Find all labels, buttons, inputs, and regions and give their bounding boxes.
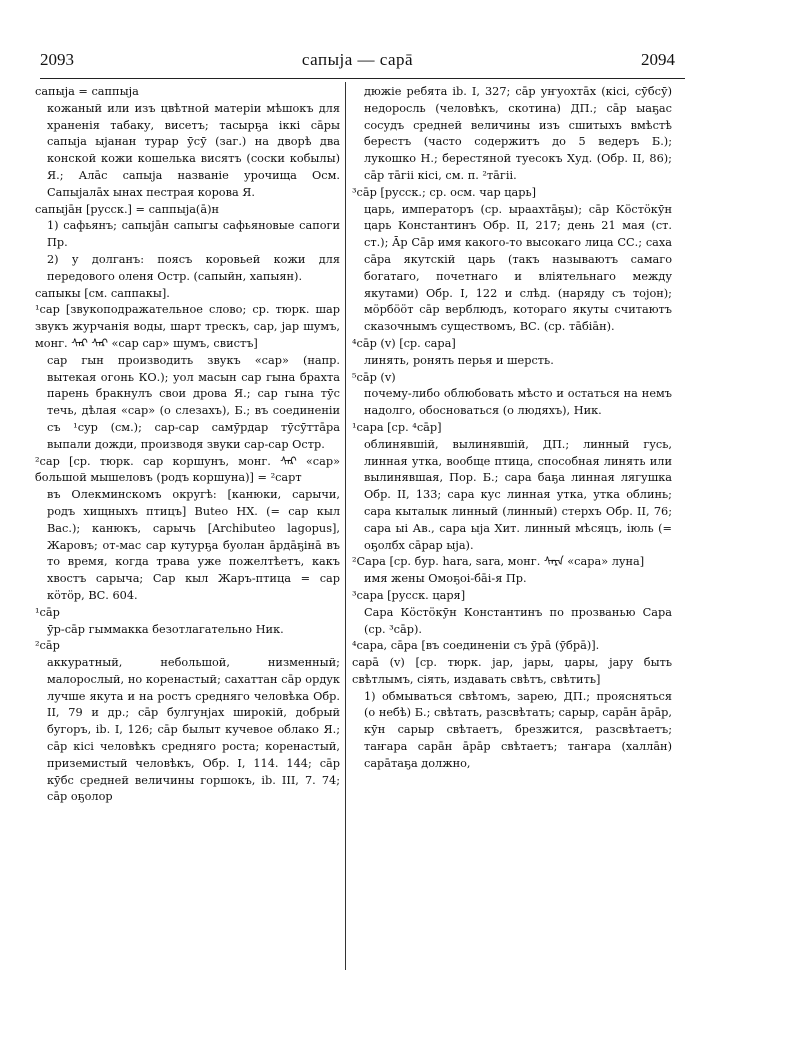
entry-headword: сарā (v) [ср. тюрк. јар, јары, џары, јару быть свѣтлымъ, сіять, издавать свѣтъ, свѣтить] bbox=[352, 656, 672, 686]
entry-definition: въ Олекминскомъ округѣ: [канюки, сарычи, родъ хищныхъ птицъ] Buteo HX. (= сар кыл Вас.); канюкъ, сарычь [Archibuteo lagopus], Жаровъ; от-мас сар кутурҕа буолан āрдāҕінā въ то время, когда трава уже пожелтѣетъ, какъ хвостъ сарыча; Сар кыл Жаръ-птица = сар кӧтӧр, ВС. 604. bbox=[47, 488, 340, 602]
entry-definition: 2) у долганъ: поясъ коровьей кожи для передового оленя Остр. (сапыйн, хапыян). bbox=[47, 252, 340, 283]
entry-headword: сапыјāн [русск.] = саппыја(ā)н bbox=[35, 202, 220, 216]
entry-definition: кожаный или изъ цвѣтной матеріи мѣшокъ для храненія табаку, висетъ; тасырҕа іккі сāры сапыја ыјанан турар ӯсӯ (заг.) на дворѣ два конской кожи кошелька висятъ (соски кобылы) Я.; Алāс сапыја названіе урочища Осм. Сапыјалāх ынах пестрая корова Я. bbox=[47, 101, 340, 199]
right-column bbox=[352, 84, 672, 773]
entry-headword: ⁴сāр (v) [ср. сара] bbox=[352, 336, 456, 350]
entry-definition: Сара Кӧстӧкӯн Константинъ по прозванью Сара (ср. ³сāр). bbox=[364, 605, 672, 636]
left-column bbox=[35, 84, 340, 806]
entry-headword: ⁴сара, сāра [въ соединеніи съ ӯрā (ӯбрā)]. bbox=[352, 639, 600, 653]
entry-headword: ²сар [ср. тюрк. сар коршунъ, монг. ᠰᠠᠷ «сар» большой мышеловъ (родъ коршуна)] = ²сарт bbox=[35, 454, 340, 485]
entry-headword: ¹сар [звукоподражательное слово; ср. тюрк. шар звукъ журчанія воды, шарт трескъ, сар, јар шумъ, монг. ᠰᠠᠷ ᠰᠠᠷ «сар сар» шумъ, свистъ] bbox=[35, 303, 340, 350]
entry-headword: ⁵сāр (v) bbox=[352, 370, 396, 384]
entry-definition: 1) обмываться свѣтомъ, зарею, ДП.; проясняться (о небѣ) Б.; свѣтать, разсвѣтать; сарыр, сарāн āрāр, кӯн сарыр свѣтаетъ, брезжится, разсвѣтаетъ; таҥара сарāн āрāр свѣтаетъ; таҥара (халлāн) сарāтаҕа должно, bbox=[364, 689, 672, 770]
entry-headword: ¹сāр bbox=[35, 605, 60, 619]
entry-headword: ²Сара [ср. бур. hara, sara, монг. ᠰᠠᠷᠠ «сара» луна] bbox=[352, 555, 645, 569]
column-divider bbox=[345, 82, 346, 970]
page-header bbox=[40, 50, 675, 76]
entry-definition: ӯр-сāр гыммакка безотлагательно Ник. bbox=[47, 622, 284, 636]
page-title: сапыја — сарā bbox=[301, 50, 414, 69]
entry-definition: 1) сафьянъ; сапыјāн сапыгы сафьяновые сапоги Пр. bbox=[47, 219, 340, 250]
entry-definition: сар гын производить звукъ «сар» (напр. вытекая огонь КО.); уол масын сар гына брахта парень бракнулъ свои дрова Я.; сар гына тӯс течь, дѣлая «сар» (о слезахъ), Б.; въ соединеніи съ ¹сур (см.); сар-сар самӯрдар тӯсӯттāра выпали дожди, производя звуки сар-сар Остр. bbox=[47, 353, 340, 451]
entry-headword: сапыја = саппыја bbox=[35, 85, 139, 98]
left-page-number: 2093 bbox=[40, 50, 74, 69]
header-rule bbox=[40, 78, 685, 79]
entry-definition: почему-либо облюбовать мѣсто и остаться на немъ надолго, обосноваться (о людяхъ), Ник. bbox=[364, 387, 672, 418]
entry-definition: линять, ронять перья и шерсть. bbox=[364, 353, 554, 367]
entry-definition: облинявшій, вылинявшій, ДП.; линный гусь, линная утка, вообще птица, способная линять или вылинявшая, Пор. Б.; сара баҕа линная лягушка Обр. II, 133; сара кус линная утка, утка облинь; сара кыталык линный (линный) стерхъ Обр. II, 76; сара ыі Ав., сара ыја Хит. линный мѣсяцъ, іюль (= оҕолбх сāрар ыја). bbox=[364, 437, 672, 552]
entry-definition: имя жены Омоҕоі-бāі-я Пр. bbox=[364, 572, 527, 586]
entry-headword: ³сара [русск. царя] bbox=[352, 588, 466, 602]
entry-definition: царь, императоръ (ср. ыраахтāҕы); сāр Кӧстӧкӯн царь Константинъ Обр. II, 217; день 21 мая (ст. ст.); Āр Сāр имя какого-то высокаго лица СС.; саха сāра якутскій царь (такъ называютъ самаго богатаго, почетнаго и вліятельнаго между якутами) Обр. I, 122 и слѣд. (наряду съ тојон); мӧрбӧӧт сāр верблюдъ, котораго якуты считаютъ сказочнымъ существомъ, ВС. (ср. тāбіāн). bbox=[364, 202, 672, 334]
entry-definition: аккуратный, небольшой, низменный; малорослый, но коренастый; сахаттан сāр ордук лучше якута и на ростъ средняго человѣка Обр. II, 79 и др.; сāр булгунјах широкій, добрый бугоръ, ib. I, 126; сāр былыт кучевое облако Я.; сāр кісі человѣкъ средняго роста; коренастый, приземистый человѣкъ, Обр. I, 114. 144; сāр кӯбс средней величины горшокъ, ib. III, 7. 74; сāр оҕолор bbox=[47, 656, 340, 804]
entry-headword: сапыкы [см. саппакы]. bbox=[35, 286, 170, 300]
right-page-number: 2094 bbox=[641, 50, 675, 69]
entry-headword: ¹сара [ср. ⁴сāр] bbox=[352, 420, 442, 434]
entry-definition: дюжіе ребята ib. I, 327; сāр уҥуохтāх (кісі, сӯбсӯ) недоросль (человѣкъ, скотина) ДП.; сāр ыаҕас сосудъ средней величины изъ сшитыхъ вмѣстѣ берестъ (часто содержитъ до 5 ведеръ Б.); лукошко Н.; берестяной туесокъ Худ. (Обр. II, 86); сāр тāгіі кісі, см. п. ²тāгіі. bbox=[364, 85, 672, 182]
entry-headword: ²сāр bbox=[35, 639, 60, 653]
entry-headword: ³сāр [русск.; ср. осм. чар царь] bbox=[352, 185, 537, 199]
